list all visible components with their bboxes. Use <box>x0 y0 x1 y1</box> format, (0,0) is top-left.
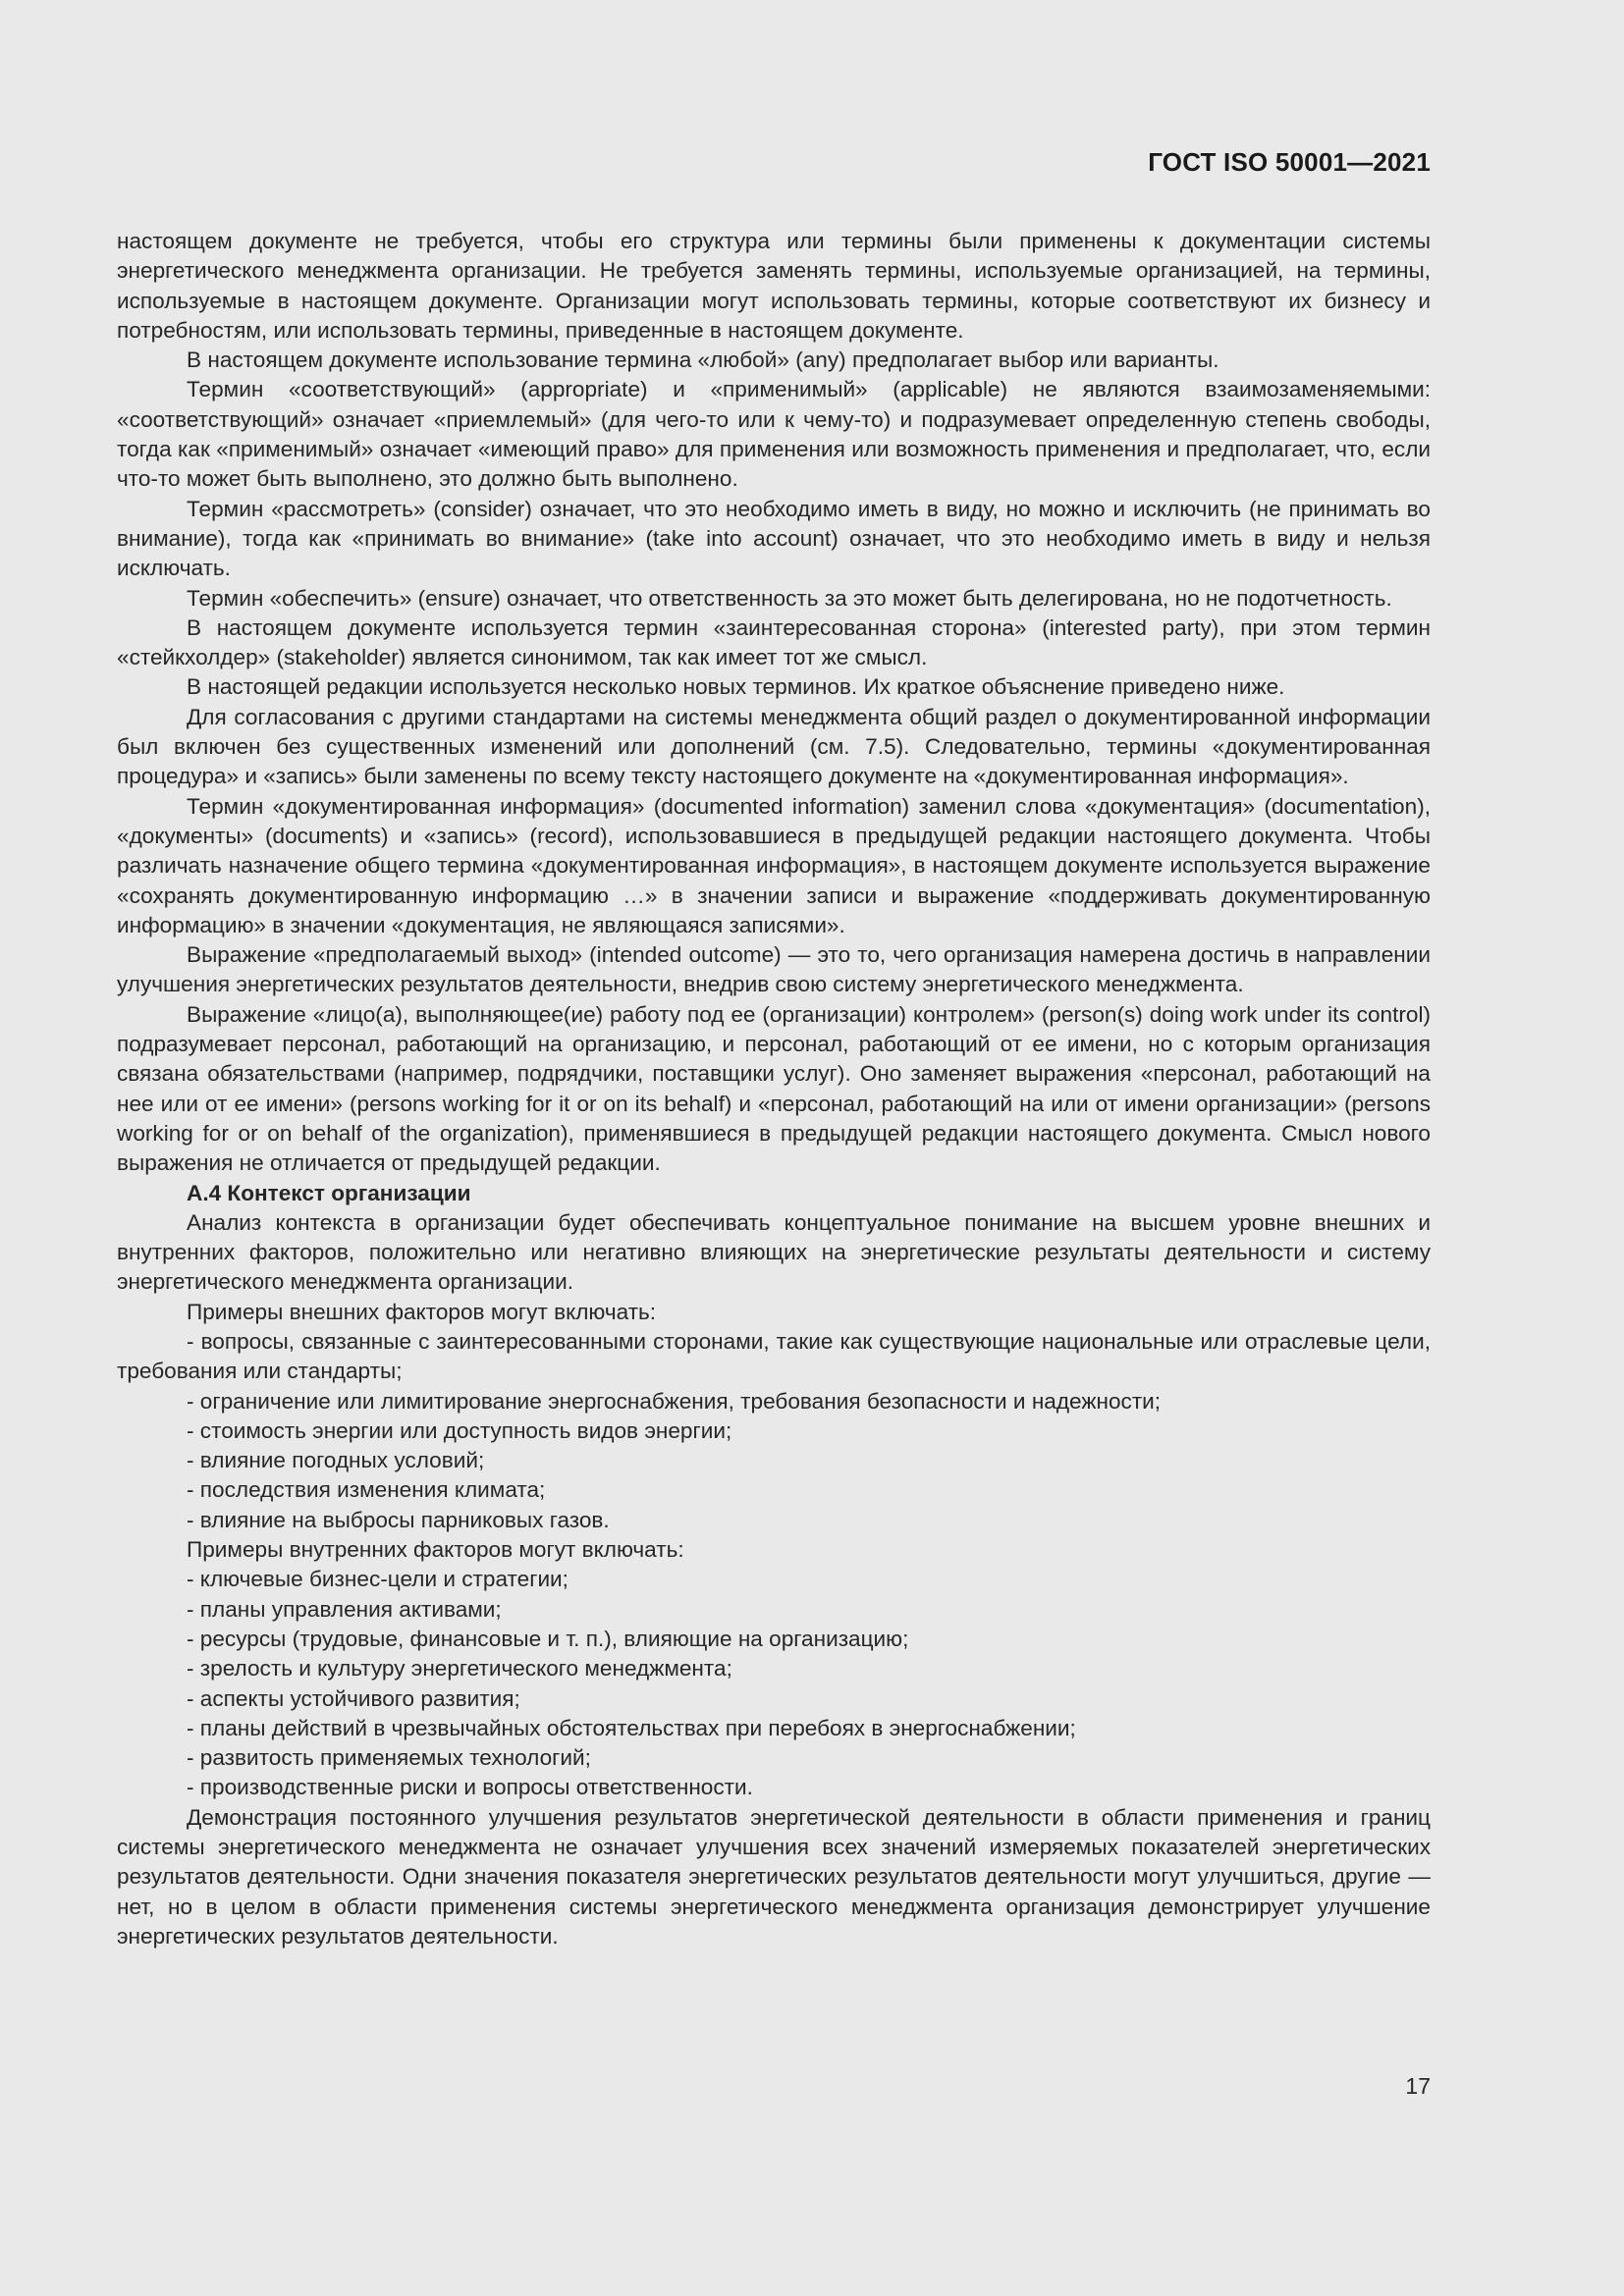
page-body <box>117 227 1431 1951</box>
paragraph: Для согласования с другими стандартами на системы менеджмента общий раздел о документированной информации был включен без существенных изменений или дополнений (см. 7.5). Следовательно, термины «документированная процедура» и «запись» были заменены по всему тексту настоящего документе на «документированная информация». <box>117 704 1431 789</box>
list-item: - производственные риски и вопросы ответственности. <box>187 1775 753 1800</box>
list-item: - влияние погодных условий; <box>187 1448 485 1473</box>
list-item: - развитость применяемых технологий; <box>187 1745 591 1771</box>
list-item: - влияние на выбросы парниковых газов. <box>187 1507 610 1532</box>
list-item: - зрелость и культуру энергетического менеджмента; <box>187 1656 732 1682</box>
list-item: - последствия изменения климата; <box>187 1477 546 1503</box>
list-item: - планы действий в чрезвычайных обстоятельствах при перебоях в энергоснабжении; <box>187 1715 1076 1740</box>
list-item: - стоимость энергии или доступность видов энергии; <box>187 1417 732 1443</box>
paragraph: В настоящей редакции используется несколько новых терминов. Их краткое объяснение приведено ниже. <box>187 674 1285 700</box>
paragraph: Анализ контекста в организации будет обеспечивать концептуальное понимание на высшем уровне внешних и внутренних факторов, положительно или негативно влияющих на энергетические результаты деятельности и систему энергетического менеджмента организации. <box>117 1209 1431 1295</box>
document-header: ГОСТ ISO 50001—2021 <box>1148 147 1431 177</box>
page-number: 17 <box>1405 2073 1431 2099</box>
list-item: - ограничение или лимитирование энергоснабжения, требования безопасности и надежности; <box>187 1388 1162 1414</box>
paragraph: настоящем документе не требуется, чтобы его структура или термины были применены к документации системы энергетического менеджмента организации. Не требуется заменять термины, используемые организацией, на термины, используемые в настоящем документе. Организации могут использовать термины, которые соответствуют их бизнесу и потребностям, или использовать термины, приведенные в настоящем документе. <box>117 229 1431 343</box>
paragraph: Выражение «лицо(а), выполняющее(ие) работу под ее (организации) контролем» (person(s) doing work under its control) подразумевает персонал, работающий на организацию, и персонал, работающий от ее имени, но с которым организация связана обязательствами (например, подрядчики, поставщики услуг). Оно заменяет выражения «персонал, работающий на нее или от ее имени» (persons working for it or on its behalf) и «персонал, работающий на или от имени организации» (persons working for or on behalf of the organization), применявшиеся в предыдущей редакции настоящего документа. Смысл нового выражения не отличается от предыдущей редакции. <box>117 1001 1431 1176</box>
paragraph: Термин «документированная информация» (documented information) заменил слова «документация» (documentation), «документы» (documents) и «запись» (record), использовавшиеся в предыдущей редакции настоящего документа. Чтобы различать назначение общего термина «документированная информация», в настоящем документе используется выражение «сохранять документированную информацию …» в значении записи и выражение «поддерживать документированную информацию» в значении «документация, не являющаяся записями». <box>117 793 1431 937</box>
list-heading-internal: Примеры внутренних факторов могут включать: <box>187 1537 684 1563</box>
list-item: - вопросы, связанные с заинтересованными сторонами, такие как существующие национальные или отраслевые цели, требования или стандарты; <box>117 1328 1431 1384</box>
paragraph: В настоящем документе используется термин «заинтересованная сторона» (interested party), при этом термин «стейкхолдер» (stakeholder) является синонимом, так как имеет тот же смысл. <box>117 614 1431 670</box>
list-item: - аспекты устойчивого развития; <box>187 1685 520 1711</box>
paragraph: Демонстрация постоянного улучшения результатов энергетической деятельности в области применения и границ системы энергетического менеджмента не означает улучшения всех значений измеряемых показателей энергетических результатов деятельности. Одни значения показателя энергетических результатов деятельности могут улучшиться, другие — нет, но в целом в области применения системы энергетического менеджмента организация демонстрирует улучшение энергетических результатов деятельности. <box>117 1804 1431 1949</box>
list-heading-external: Примеры внешних факторов могут включать: <box>187 1299 657 1324</box>
paragraph: Термин «соответствующий» (appropriate) и «применимый» (applicable) не являются взаимозаменяемыми: «соответствующий» означает «приемлемый» (для чего-то или к чему-то) и подразумевает определенную степень свободы, тогда как «применимый» означает «имеющий право» для применения или возможность применения и предполагает, что, если что-то может быть выполнено, это должно быть выполнено. <box>117 377 1431 492</box>
paragraph: В настоящем документе использование термина «любой» (any) предполагает выбор или варианты. <box>187 347 1219 373</box>
paragraph: Выражение «предполагаемый выход» (intended outcome) — это то, чего организация намерена достичь в направлении улучшения энергетических результатов деятельности, внедрив свою систему энергетического менеджмента. <box>117 942 1431 997</box>
paragraph: Термин «рассмотреть» (consider) означает, что это необходимо иметь в виду, но можно и исключить (не принимать во внимание), тогда как «принимать во внимание» (take into account) означает, что это необходимо иметь в виду и нельзя исключать. <box>117 496 1431 581</box>
list-item: - ключевые бизнес-цели и стратегии; <box>187 1567 568 1592</box>
section-heading: А.4 Контекст организации <box>187 1180 471 1205</box>
list-item: - планы управления активами; <box>187 1596 502 1622</box>
list-item: - ресурсы (трудовые, финансовые и т. п.), влияющие на организацию; <box>187 1626 909 1651</box>
paragraph: Термин «обеспечить» (ensure) означает, что ответственность за это может быть делегирована, но не подотчетность. <box>187 585 1392 611</box>
